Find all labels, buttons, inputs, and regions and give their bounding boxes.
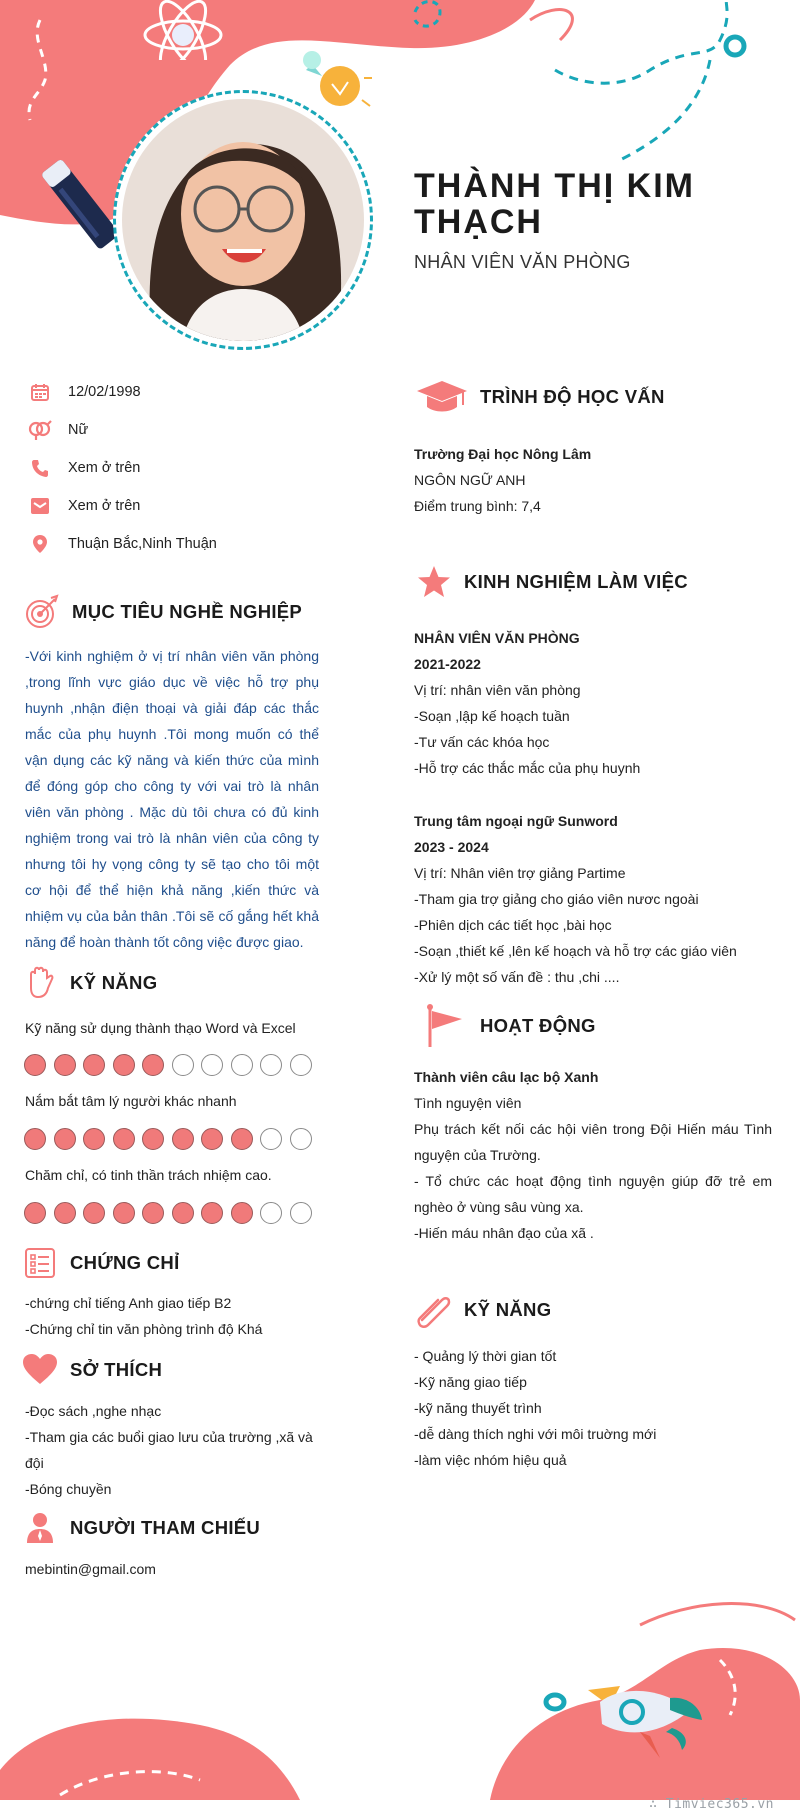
skills-rated-heading [20, 963, 157, 1003]
job-line: -Hỗ trợ các thắc mắc của phụ huynh [414, 760, 641, 776]
candidate-name: THÀNH THỊ KIM THẠCH [414, 167, 695, 241]
email-text: Xem ở trên [68, 498, 141, 514]
phone-icon [28, 456, 52, 480]
list-item: -làm việc nhóm hiệu quả [414, 1452, 567, 1468]
objective-heading [22, 592, 302, 632]
checklist-icon [20, 1243, 60, 1283]
rating-dot-filled [54, 1202, 76, 1224]
skills-rated-title: KỸ NĂNG [70, 972, 158, 993]
objective-title: MỤC TIÊU NGHỀ NGHIỆP [72, 601, 303, 622]
graduation-cap-icon [414, 377, 470, 417]
education-heading [414, 377, 665, 417]
school-name: Trường Đại học Nông Lâm [414, 446, 592, 462]
skills-list [414, 1343, 656, 1473]
rating-dot-filled [83, 1202, 105, 1224]
experience-job [414, 625, 640, 781]
target-icon [22, 592, 62, 632]
references-list [25, 1556, 156, 1582]
pen-icon [36, 150, 126, 260]
job-company: NHÂN VIÊN VĂN PHÒNG [414, 630, 580, 646]
avatar-illustration [122, 99, 364, 341]
candidate-position: NHÂN VIÊN VĂN PHÒNG [414, 252, 631, 272]
rating-dot-filled [142, 1054, 164, 1076]
major: NGÔN NGỮ ANH [414, 472, 526, 488]
education-details [414, 441, 591, 519]
organization-name: Thành viên câu lạc bộ Xanh [414, 1069, 599, 1085]
contact-email [28, 494, 140, 518]
list-item: -Chứng chỉ tin văn phòng trình độ Khá [25, 1321, 263, 1337]
heart-icon [20, 1350, 60, 1390]
rating-dot-filled [113, 1054, 135, 1076]
location-pin-icon [28, 532, 52, 556]
job-period: 2023 - 2024 [414, 839, 489, 855]
mail-icon [28, 494, 52, 518]
certificates-list [25, 1290, 262, 1342]
fist-icon [20, 963, 60, 1003]
rating-dot-filled [54, 1128, 76, 1150]
activities-title: HOẠT ĐỘNG [480, 1015, 596, 1036]
job-line: -Soạn ,lập kế hoạch tuần [414, 708, 570, 724]
rating-dot-empty [290, 1202, 312, 1224]
experience-title: KINH NGHIỆM LÀM VIỆC [464, 571, 688, 592]
list-item: - Quảng lý thời gian tốt [414, 1348, 557, 1364]
rating-dot-empty [260, 1054, 282, 1076]
rating-dot-empty [231, 1054, 253, 1076]
list-item: -Đọc sách ,nghe nhạc [25, 1403, 162, 1419]
rating-dot-filled [201, 1202, 223, 1224]
list-item: -kỹ năng thuyết trình [414, 1400, 542, 1416]
rating-dot-filled [24, 1054, 46, 1076]
gpa: Điểm trung bình: 7,4 [414, 498, 541, 514]
profile-photo [113, 90, 373, 350]
skill-label: Nắm bắt tâm lý người khác nhanh [25, 1093, 237, 1109]
contact-gender [28, 418, 88, 442]
job-line: -Xử lý một số vấn đề : thu ,chi .... [414, 969, 620, 985]
rocket-icon [540, 1680, 710, 1780]
activities-text: Tình nguyện viên Phụ trách kết nối các hội viên trong Đội Hiến máu Tình nguyện của Trường. - Tổ chức các hoạt động tình nguyện giúp đỡ trẻ em nghèo ở vùng sâu vùng xa. -Hiến máu nhân đạo của xã . [414, 1095, 772, 1241]
rating-dot-empty [260, 1202, 282, 1224]
contact-phone [28, 456, 140, 480]
rating-dot-filled [113, 1202, 135, 1224]
rating-dot-filled [83, 1054, 105, 1076]
activities-org [414, 1064, 598, 1090]
skill-label: Chăm chỉ, có tinh thần trách nhiệm cao. [25, 1167, 272, 1183]
objective-text: -Với kinh nghiệm ở vị trí nhân viên văn phòng ,trong lĩnh vực giáo dục về việc hỗ trợ phụ huynh ,nhận điện thoại và giải đáp các thắc mắc của phụ huynh .Tôi mong muốn có thể vận dụng các kỹ năng và kiến thức của mình để đóng góp cho công ty với vai trò là nhân viên văn phòng . Mặc dù tôi chưa có đủ kinh nghiệm trong vai trò là nhân viên của công ty nhưng tôi hy vọng công ty sẽ tạo cho tôi một cơ hội để thể hiện khả năng ,kiến thức và nhiệm vụ của bản thân .Tôi sẽ cố gắng hết khả năng để hoàn thành tốt công việc được giao. [25, 648, 319, 950]
rating-dot-filled [142, 1128, 164, 1150]
rating-dot-filled [231, 1202, 253, 1224]
person-icon [20, 1508, 60, 1548]
hobbies-list [25, 1398, 319, 1502]
rating-dot-filled [54, 1054, 76, 1076]
list-item: -dễ dàng thích nghi với môi truờng mới [414, 1426, 657, 1442]
phone-text: Xem ở trên [68, 460, 141, 476]
job-line: -Phiên dịch các tiết học ,bài học [414, 917, 612, 933]
rating-dot-filled [24, 1128, 46, 1150]
skill-rating [24, 1202, 319, 1224]
rating-dot-filled [113, 1128, 135, 1150]
rating-dot-filled [24, 1202, 46, 1224]
job-line: -Tham gia trợ giảng cho giáo viên nươc ngoài [414, 891, 699, 907]
activities-heading [414, 1006, 596, 1046]
hobbies-heading [20, 1350, 162, 1390]
rating-dot-empty [172, 1054, 194, 1076]
rating-dot-filled [142, 1202, 164, 1224]
star-icon [414, 562, 454, 602]
contact-birthdate [28, 380, 141, 404]
certificates-title: CHỨNG CHỈ [70, 1252, 180, 1273]
list-item: -chứng chỉ tiếng Anh giao tiếp B2 [25, 1295, 232, 1311]
education-title: TRÌNH ĐỘ HỌC VẤN [480, 386, 665, 407]
list-item: -Kỹ năng giao tiếp [414, 1374, 527, 1390]
job-line: -Tư vấn các khóa học [414, 734, 550, 750]
job-line: Vị trí: nhân viên văn phòng [414, 682, 581, 698]
experience-job [414, 808, 737, 990]
paperclip-icon [414, 1290, 454, 1330]
rating-dot-empty [290, 1054, 312, 1076]
skills-list-heading [414, 1290, 551, 1330]
rating-dot-filled [83, 1128, 105, 1150]
flag-icon [414, 1006, 470, 1046]
certificates-heading [20, 1243, 180, 1283]
job-line: Vị trí: Nhân viên trợ giảng Partime [414, 865, 626, 881]
skill-rating [24, 1128, 319, 1150]
job-period: 2021-2022 [414, 656, 481, 672]
address-text: Thuận Bắc,Ninh Thuận [68, 536, 217, 552]
references-heading [20, 1508, 260, 1548]
watermark-text: Timviec365.vn [665, 1797, 774, 1812]
list-item: -Tham gia các buổi giao lưu của trường ,xã và đội [25, 1429, 313, 1471]
rating-dot-empty [201, 1054, 223, 1076]
hobbies-title: SỞ THÍCH [70, 1359, 163, 1380]
references-title: NGƯỜI THAM CHIẾU [70, 1517, 261, 1538]
calendar-icon [28, 380, 52, 404]
birthdate-text: 12/02/1998 [68, 384, 141, 400]
rating-dot-filled [172, 1202, 194, 1224]
job-line: -Soạn ,thiết kế ,lên kế hoạch và hỗ trợ các giáo viên [414, 943, 737, 959]
gender-icon [28, 418, 52, 442]
gender-text: Nữ [68, 422, 89, 438]
skill-label: Kỹ năng sử dụng thành thạo Word và Excel [25, 1020, 296, 1036]
skills-list-title: KỸ NĂNG [464, 1299, 552, 1320]
list-item: -Bóng chuyền [25, 1481, 112, 1497]
atom-icon [138, 0, 228, 60]
list-item: mebintin@gmail.com [25, 1561, 156, 1577]
contact-address [28, 532, 217, 556]
rating-dot-empty [260, 1128, 282, 1150]
experience-heading [414, 562, 688, 602]
rating-dot-empty [290, 1128, 312, 1150]
rating-dot-filled [172, 1128, 194, 1150]
rating-dot-filled [231, 1128, 253, 1150]
skill-rating [24, 1054, 319, 1076]
rating-dot-filled [201, 1128, 223, 1150]
job-company: Trung tâm ngoại ngữ Sunword [414, 813, 618, 829]
watermark: ∴ Timviec365.vn [649, 1797, 774, 1812]
